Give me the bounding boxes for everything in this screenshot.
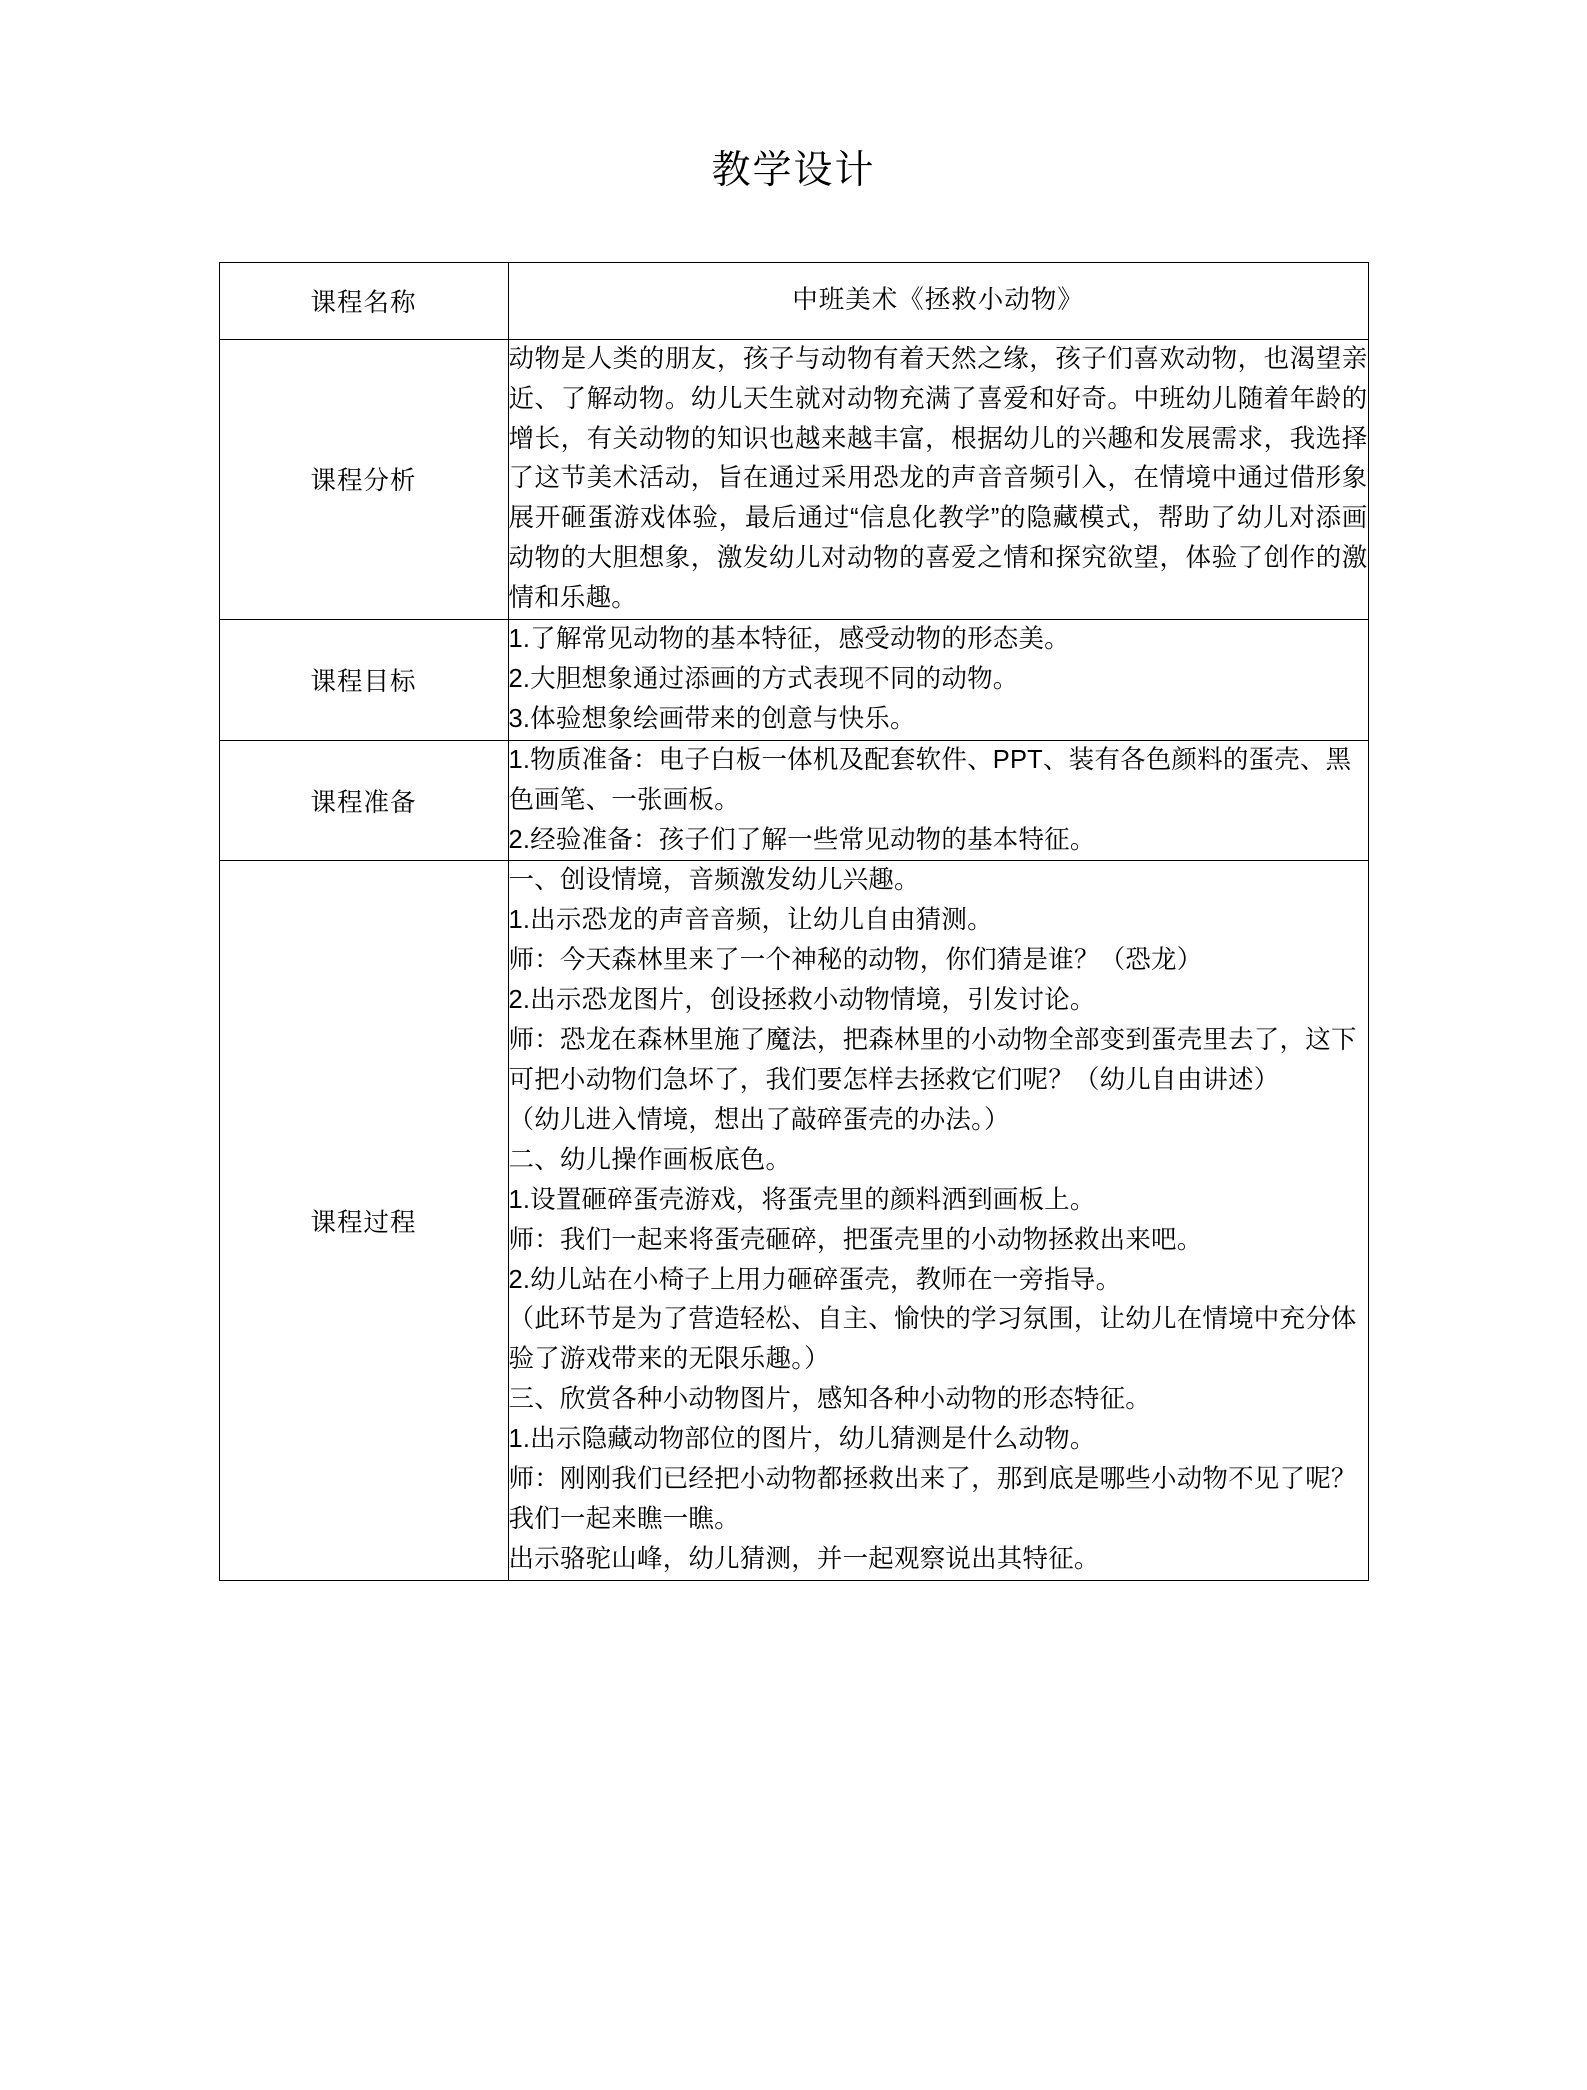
content-line: 师：今天森林里来了一个神秘的动物，你们猜是谁？（恐龙） (508, 946, 1203, 975)
content-line: 师：恐龙在森林里施了魔法，把森林里的小动物全部变到蛋壳里去了，这下可把小动物们急坏了，我们要怎样去拯救它们呢？（幼儿自由讲述） (508, 1026, 1357, 1095)
row-label-2: 课程目标 (219, 620, 508, 741)
row-label-1: 课程分析 (219, 339, 508, 619)
content-line: 2.出示恐龙图片，创设拯救小动物情境，引发讨论。 (508, 986, 1096, 1015)
row-content-0 (508, 262, 1368, 339)
content-line: 2.大胆想象通过添画的方式表现不同的动物。 (508, 664, 1019, 693)
row-label-3: 课程准备 (219, 740, 508, 861)
content-line: 1.了解常见动物的基本特征，感受动物的形态美。 (508, 625, 1070, 654)
content-line: 1.出示恐龙的声音音频，让幼儿自由猜测。 (508, 906, 993, 935)
content-line: 3.体验想象绘画带来的创意与快乐。 (508, 704, 916, 733)
content-line: （幼儿进入情境，想出了敲碎蛋壳的办法。） (508, 1105, 1010, 1134)
row-label-0: 课程名称 (219, 262, 508, 339)
lesson-plan-table-wrapper (219, 195, 1369, 1581)
lesson-plan-table-body (219, 262, 1368, 1580)
row-content-1 (508, 339, 1368, 619)
content-line: 动物是人类的朋友，孩子与动物有着天然之缘，孩子们喜欢动物，也渴望亲近、了解动物。幼儿天生就对动物充满了喜爱和好奇。中班幼儿随着年龄的增长，有关动物的知识也越来越丰富，根据幼儿的兴趣和发展需求，我选择了这节美术活动，旨在通过采用恐龙的声音音频引入，在情境中通过借形象展开砸蛋游戏体验，最后通过“信息化教学”的隐藏模式，帮助了幼儿对添画动物的大胆想象，激发幼儿对动物的喜爱之情和探究欲望，体验了创作的激情和乐趣。 (508, 344, 1368, 613)
row-label-4: 课程过程 (219, 861, 508, 1580)
content-line: 师：刚刚我们已经把小动物都拯救出来了，那到底是哪些小动物不见了呢？我们一起来瞧一瞧。 (508, 1465, 1357, 1533)
table-row (219, 339, 1368, 619)
content-line: 一、创设情境，音频激发幼儿兴趣。 (508, 866, 920, 895)
row-content-2 (508, 620, 1368, 741)
content-line: 师：我们一起来将蛋壳砸碎，把蛋壳里的小动物拯救出来吧。 (508, 1225, 1203, 1254)
lesson-plan-table (219, 262, 1369, 1581)
content-line: 二、幼儿操作画板底色。 (508, 1145, 792, 1174)
content-line: 1.设置砸碎蛋壳游戏，将蛋壳里的颜料洒到画板上。 (508, 1185, 1096, 1214)
content-line: 三、欣赏各种小动物图片，感知各种小动物的形态特征。 (508, 1385, 1152, 1414)
row-content-3 (508, 740, 1368, 861)
row-content-4 (508, 861, 1368, 1580)
content-line: （此环节是为了营造轻松、自主、愉快的学习氛围，让幼儿在情境中充分体验了游戏带来的无限乐趣。） (508, 1305, 1357, 1374)
content-line: 2.经验准备：孩子们了解一些常见动物的基本特征。 (508, 825, 1096, 854)
content-line: 1.物质准备：电子白板一体机及配套软件、PPT、装有各色颜料的蛋壳、黑色画笔、一张画板。 (508, 745, 1352, 814)
table-row (219, 262, 1368, 339)
table-row (219, 620, 1368, 741)
content-line: 1.出示隐藏动物部位的图片，幼儿猜测是什么动物。 (508, 1425, 1096, 1454)
page-title: 教学设计 (711, 149, 876, 192)
table-row (219, 740, 1368, 861)
table-row (219, 861, 1368, 1580)
content-line: 中班美术《拯救小动物》 (792, 285, 1084, 314)
content-line: 2.幼儿站在小椅子上用力砸碎蛋壳，教师在一旁指导。 (508, 1265, 1122, 1294)
content-line: 出示骆驼山峰，幼儿猜测，并一起观察说出其特征。 (508, 1544, 1100, 1573)
